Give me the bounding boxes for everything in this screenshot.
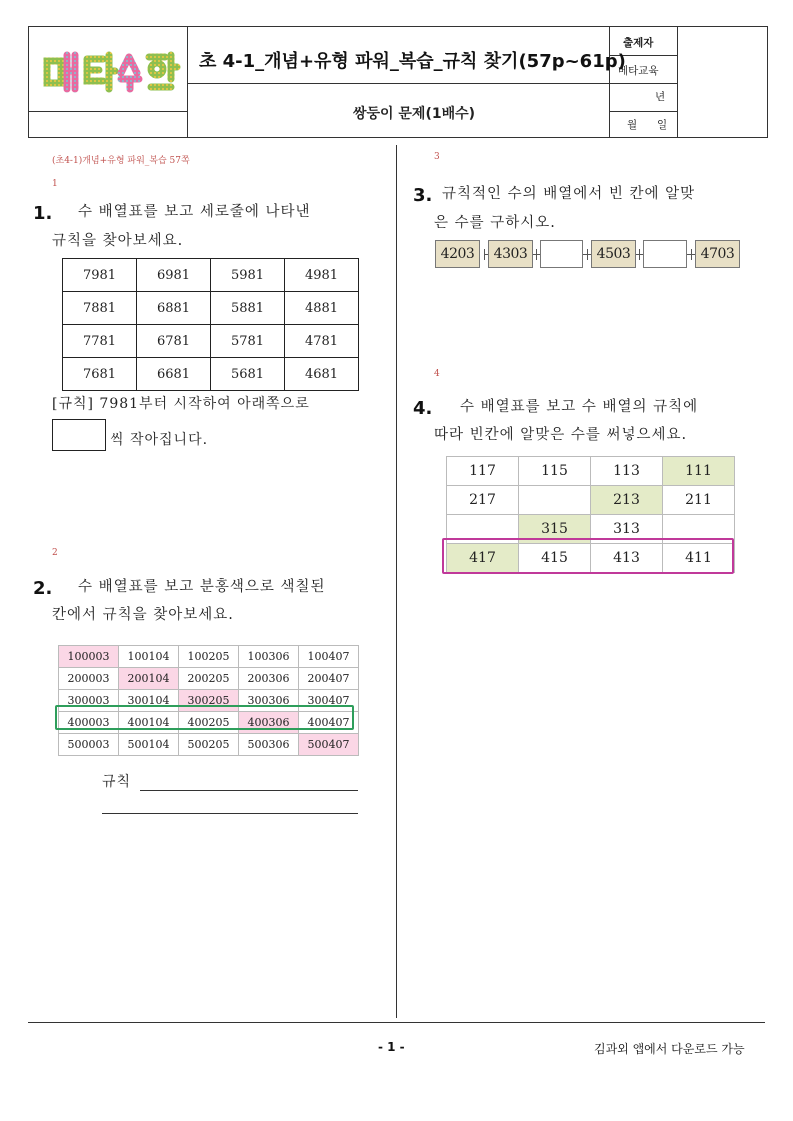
q4-blank-cell[interactable] — [519, 486, 591, 515]
q2-number-table — [58, 645, 359, 756]
q1-number: 1. — [33, 203, 53, 224]
table-cell: 100104 — [119, 646, 179, 668]
table-cell: 411 — [663, 544, 735, 573]
q3-seq-blank-2[interactable] — [643, 240, 687, 268]
table-cell: 200306 — [239, 668, 299, 690]
table-cell: 300306 — [239, 690, 299, 712]
table-cell: 100003 — [59, 646, 119, 668]
q4-text-line2: 따라 빈칸에 알맞은 수를 써넣으세요. — [434, 427, 688, 443]
table-cell: 213 — [591, 486, 663, 515]
q3-seq-blank-1[interactable] — [540, 240, 583, 268]
q2-answer-line1[interactable] — [140, 790, 358, 791]
table-cell: 100205 — [179, 646, 239, 668]
table-cell: 100407 — [299, 646, 359, 668]
table-cell: 6681 — [137, 358, 211, 391]
q3-index: 3 — [434, 152, 440, 162]
table-cell: 5981 — [211, 259, 285, 292]
table-cell: 300003 — [59, 690, 119, 712]
table-cell: 500104 — [119, 734, 179, 756]
q4-number: 4. — [413, 398, 433, 419]
table-cell: 6981 — [137, 259, 211, 292]
q2-text-line1: 수 배열표를 보고 분홍색으로 색칠된 — [78, 579, 326, 595]
table-cell: 400306 — [239, 712, 299, 734]
q4-row-highlight — [442, 538, 734, 574]
table-cell: 413 — [591, 544, 663, 573]
table-cell: 117 — [447, 457, 519, 486]
q1-rule-line1: [규칙] 7981부터 시작하여 아래쪽으로 — [52, 396, 310, 412]
table-cell: 200104 — [119, 668, 179, 690]
q2-answer-line2[interactable] — [102, 813, 358, 814]
worksheet-subtitle: 쌍둥이 문제(1배수) — [352, 106, 476, 122]
table-cell: 400205 — [179, 712, 239, 734]
meta-math-logo — [37, 43, 187, 103]
table-cell: 417 — [447, 544, 519, 573]
q2-text-line2: 칸에서 규칙을 찾아보세요. — [52, 607, 234, 623]
table-cell: 211 — [663, 486, 735, 515]
table-cell: 113 — [591, 457, 663, 486]
table-cell: 7981 — [63, 259, 137, 292]
day-label: 일 — [657, 119, 668, 131]
table-cell: 313 — [591, 515, 663, 544]
table-cell: 7681 — [63, 358, 137, 391]
q1-text-line1: 수 배열표를 보고 세로줄에 나타낸 — [78, 204, 311, 220]
table-cell: 200003 — [59, 668, 119, 690]
table-cell: 5881 — [211, 292, 285, 325]
q2-number: 2. — [33, 578, 53, 599]
column-divider — [396, 145, 397, 1018]
table-cell: 315 — [519, 515, 591, 544]
table-cell: 300205 — [179, 690, 239, 712]
download-note: 김과외 앱에서 다운로드 가능 — [594, 1042, 745, 1056]
q1-index: 1 — [52, 179, 58, 189]
table-cell: 300407 — [299, 690, 359, 712]
q3-seq-box-1: 4203 — [435, 240, 480, 268]
q3-seq-box-6: 4703 — [695, 240, 740, 268]
q3-text-line1: 규칙적인 수의 배열에서 빈 칸에 알맞 — [442, 186, 696, 202]
q3-seq-box-2: 4303 — [488, 240, 533, 268]
table-cell: 7781 — [63, 325, 137, 358]
table-cell: 4781 — [285, 325, 359, 358]
table-cell: 500003 — [59, 734, 119, 756]
worksheet-title: 초 4-1_개념+유형 파워_복습_규칙 찾기(57p~61p) — [199, 51, 626, 72]
q1-answer-box[interactable] — [52, 419, 106, 451]
table-cell: 217 — [447, 486, 519, 515]
table-cell: 400407 — [299, 712, 359, 734]
q3-seq-box-4: 4503 — [591, 240, 636, 268]
year-label: 년 — [655, 91, 666, 103]
table-cell: 4981 — [285, 259, 359, 292]
table-cell: 6781 — [137, 325, 211, 358]
q4-index: 4 — [434, 369, 440, 379]
table-cell: 300104 — [119, 690, 179, 712]
table-cell: 400003 — [59, 712, 119, 734]
table-cell: 400104 — [119, 712, 179, 734]
table-cell: 115 — [519, 457, 591, 486]
footer-rule — [28, 1022, 765, 1023]
author-value: 메타교육 — [618, 65, 659, 77]
table-cell: 7881 — [63, 292, 137, 325]
q1-text-line2: 규칙을 찾아보세요. — [52, 233, 184, 249]
header-table — [28, 26, 768, 138]
table-cell: 4881 — [285, 292, 359, 325]
q3-number: 3. — [413, 185, 433, 206]
table-cell: 200205 — [179, 668, 239, 690]
table-cell: 500205 — [179, 734, 239, 756]
q1-rule-line2: 씩 작아집니다. — [110, 432, 209, 448]
q2-rule-label: 규칙 — [102, 774, 132, 790]
table-cell: 500407 — [299, 734, 359, 756]
table-cell: 200407 — [299, 668, 359, 690]
q2-row-highlight — [55, 705, 354, 730]
table-cell: 100306 — [239, 646, 299, 668]
author-label: 출제자 — [623, 37, 654, 49]
table-cell: 5681 — [211, 358, 285, 391]
table-cell: 415 — [519, 544, 591, 573]
table-cell: 500306 — [239, 734, 299, 756]
table-cell: 111 — [663, 457, 735, 486]
table-cell: 4681 — [285, 358, 359, 391]
q4-text-line1: 수 배열표를 보고 수 배열의 규칙에 — [460, 399, 699, 415]
page-number: - 1 - — [378, 1040, 405, 1054]
q3-text-line2: 은 수를 구하시오. — [434, 215, 556, 231]
q1-number-table — [62, 258, 359, 391]
q2-index: 2 — [52, 548, 58, 558]
source-note: (초4-1)개념+유형 파워_복습 57쪽 — [52, 156, 190, 166]
month-label: 월 — [627, 119, 638, 131]
table-cell: 6881 — [137, 292, 211, 325]
table-cell: 5781 — [211, 325, 285, 358]
